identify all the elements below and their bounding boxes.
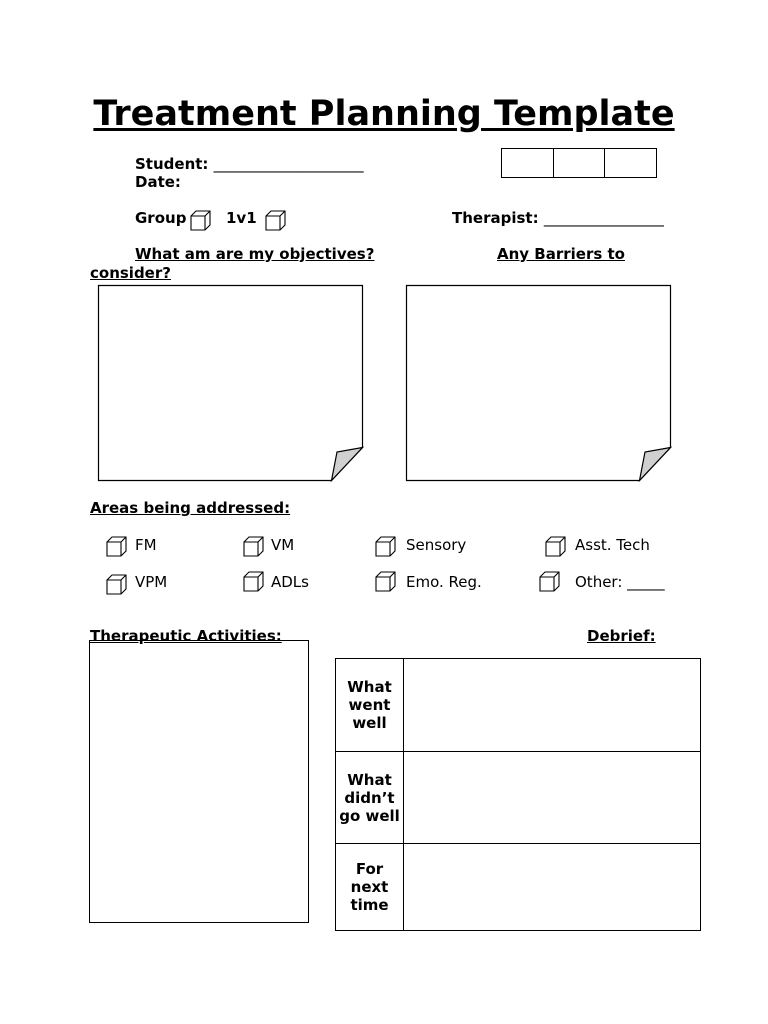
- barriers-note-box[interactable]: [405, 284, 673, 482]
- one-on-one-label: 1v1: [226, 209, 257, 227]
- page-title: Treatment Planning Template: [93, 94, 675, 134]
- debrief-cell-next-time[interactable]: [404, 844, 701, 931]
- area-label-asst-tech: Asst. Tech: [575, 536, 650, 554]
- checkbox-vm-icon[interactable]: [243, 536, 263, 556]
- debrief-label-next-time: For next time: [336, 844, 404, 931]
- date-box[interactable]: [554, 149, 606, 177]
- checkbox-emo-reg-icon[interactable]: [375, 571, 395, 591]
- activities-heading: Therapeutic Activities:: [90, 627, 282, 645]
- objectives-note-box[interactable]: [97, 284, 365, 482]
- date-boxes[interactable]: [501, 148, 657, 178]
- table-row: [336, 844, 701, 931]
- debrief-cell-didnt-go-well[interactable]: [404, 752, 701, 844]
- area-label-fm: FM: [135, 536, 157, 554]
- therapist-blank: ________________: [543, 209, 664, 227]
- debrief-heading: Debrief:: [587, 627, 656, 645]
- area-label-other: Other: _____: [575, 573, 665, 591]
- area-label-vm: VM: [271, 536, 295, 554]
- objectives-heading: What am are my objectives?: [135, 245, 375, 263]
- checkbox-adls-icon[interactable]: [243, 571, 263, 591]
- area-label-adls: ADLs: [271, 573, 309, 591]
- student-field[interactable]: [135, 155, 364, 173]
- barriers-heading-cont: consider?: [90, 264, 171, 282]
- area-label-emo-reg: Emo. Reg.: [406, 573, 482, 591]
- date-box[interactable]: [502, 149, 554, 177]
- area-label-sensory: Sensory: [406, 536, 467, 554]
- debrief-cell-went-well[interactable]: [404, 659, 701, 752]
- areas-heading: Areas being addressed:: [90, 499, 291, 517]
- debrief-label-went-well: What went well: [336, 659, 404, 752]
- therapist-field[interactable]: [452, 209, 664, 227]
- date-label: Date:: [135, 173, 181, 191]
- group-checkbox-icon[interactable]: [190, 210, 210, 230]
- activities-box[interactable]: [89, 640, 309, 923]
- table-row: [336, 752, 701, 844]
- barriers-heading: Any Barriers to: [497, 245, 625, 263]
- student-blank: ____________________: [213, 155, 364, 173]
- therapist-label: Therapist:: [452, 209, 539, 227]
- checkbox-asst-tech-icon[interactable]: [545, 536, 565, 556]
- checkbox-other-icon[interactable]: [539, 571, 559, 591]
- debrief-table: [335, 658, 701, 931]
- checkbox-vpm-icon[interactable]: [106, 574, 126, 594]
- table-row: [336, 659, 701, 752]
- date-box[interactable]: [605, 149, 656, 177]
- checkbox-fm-icon[interactable]: [106, 536, 126, 556]
- student-label: Student:: [135, 155, 209, 173]
- one-on-one-checkbox-icon[interactable]: [265, 210, 285, 230]
- checkbox-sensory-icon[interactable]: [375, 536, 395, 556]
- area-label-vpm: VPM: [135, 573, 168, 591]
- group-label: Group: [135, 209, 187, 227]
- debrief-label-didnt-go-well: What didn’t go well: [336, 752, 404, 844]
